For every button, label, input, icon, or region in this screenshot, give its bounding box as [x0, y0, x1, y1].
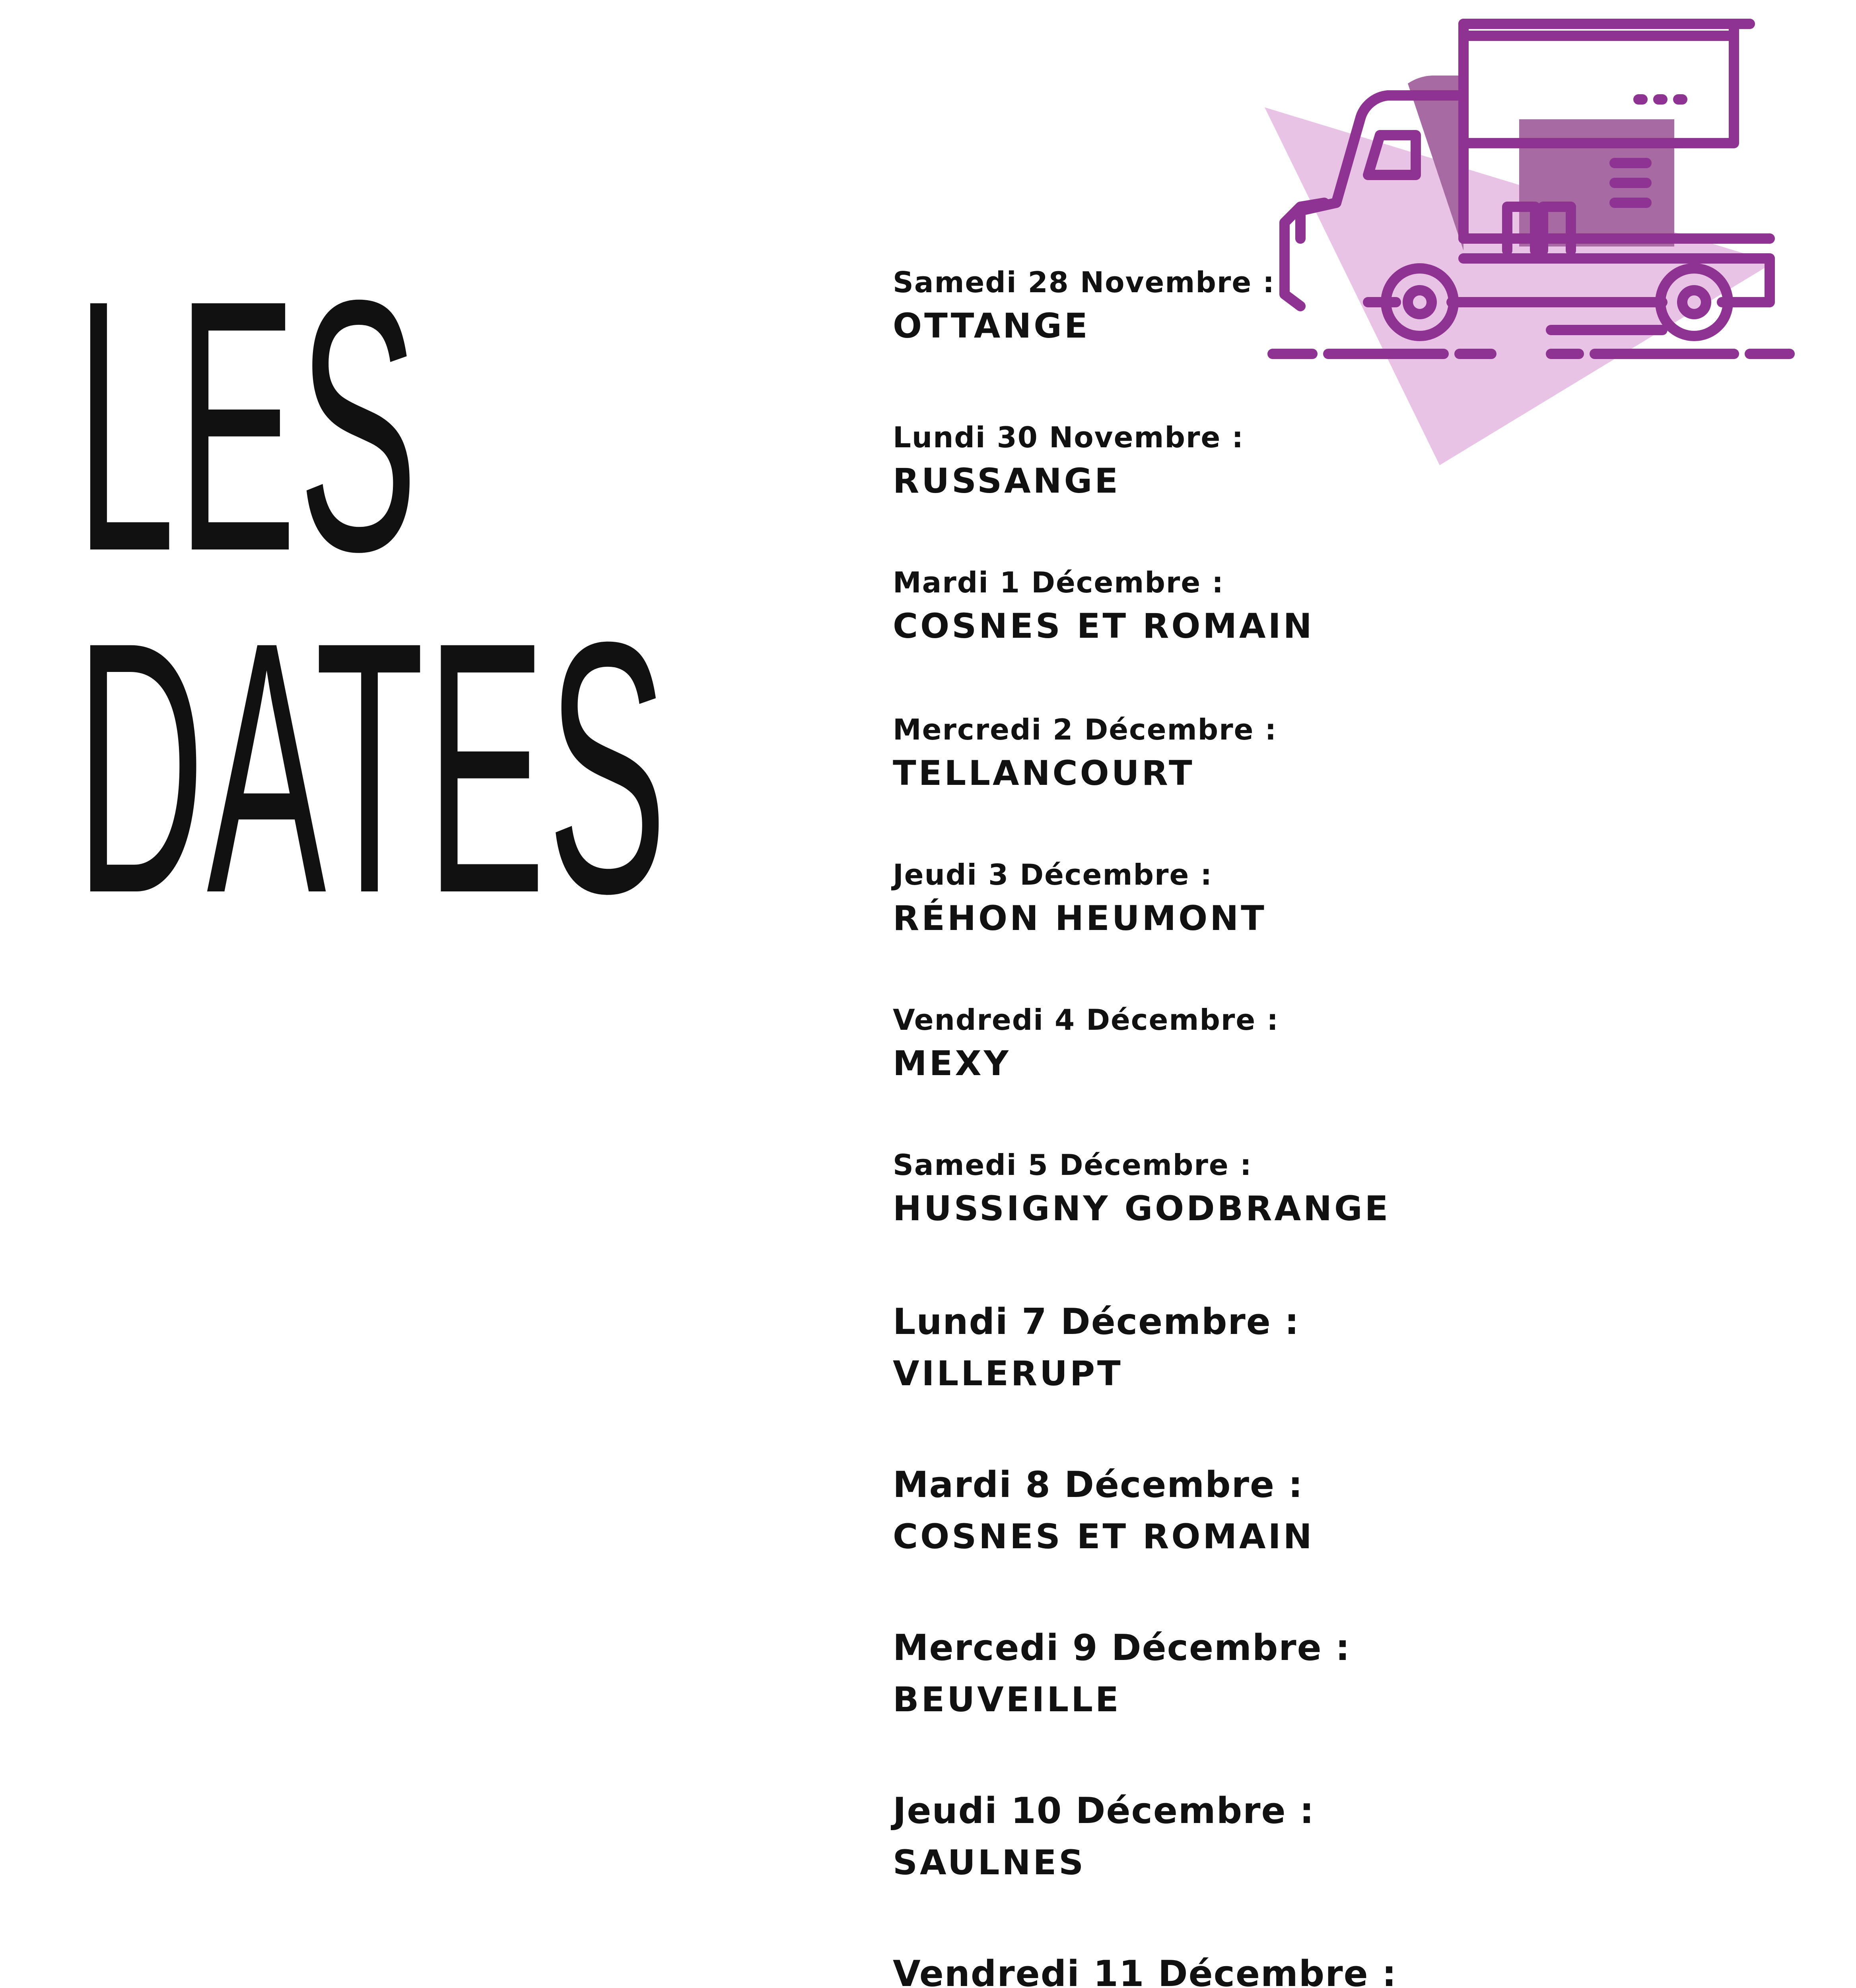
food-truck-icon [1265, 16, 1802, 473]
entry-date: Vendredi 4 Décembre : [893, 1003, 1279, 1037]
schedule-entry [893, 1785, 1315, 1889]
schedule-entry [893, 262, 1275, 350]
schedule-entry [893, 1622, 1351, 1726]
entry-location: TELLANCOURT [893, 753, 1195, 793]
entry-date: Lundi 7 Décembre : [893, 1301, 1300, 1343]
schedule-entry [893, 1948, 1397, 1988]
schedule-entry [893, 1145, 1390, 1233]
entry-date: Jeudi 3 Décembre : [893, 858, 1213, 891]
schedule-entry [893, 417, 1244, 505]
entry-location: COSNES ET ROMAIN [893, 606, 1314, 646]
entry-location: RÉHON HEUMONT [893, 899, 1267, 938]
schedule-entry [893, 855, 1267, 942]
entry-location: SAULNES [893, 1843, 1086, 1883]
schedule-entry [893, 710, 1277, 797]
entry-date: Vendredi 11 Décembre : [893, 1953, 1397, 1988]
title-line-1: LES [76, 225, 420, 625]
entry-location: VILLERUPT [893, 1354, 1123, 1394]
entry-date: Mercredi 2 Décembre : [893, 713, 1277, 746]
entry-location: MEXY [893, 1044, 1011, 1083]
entry-location: BEUVEILLE [893, 1680, 1121, 1720]
schedule-entry [893, 1000, 1279, 1087]
entry-date: Mardi 1 Décembre : [893, 566, 1224, 599]
page-title [76, 225, 669, 967]
title-line-2: DATES [76, 567, 669, 967]
entry-date: Lundi 30 Novembre : [893, 421, 1244, 454]
schedule-entry [893, 1459, 1314, 1563]
entry-date: Samedi 28 Novembre : [893, 266, 1275, 299]
entry-date: Samedi 5 Décembre : [893, 1148, 1252, 1182]
entry-date: Jeudi 10 Décembre : [893, 1790, 1315, 1832]
entry-date: Mercedi 9 Décembre : [893, 1627, 1351, 1669]
entry-location: HUSSIGNY GODBRANGE [893, 1189, 1391, 1229]
entry-location: OTTANGE [893, 306, 1090, 346]
entry-location: RUSSANGE [893, 461, 1120, 501]
schedule-entry [893, 1296, 1300, 1400]
entry-location: COSNES ET ROMAIN [893, 1517, 1314, 1557]
schedule-entry [893, 563, 1314, 650]
entry-date: Mardi 8 Décembre : [893, 1464, 1304, 1506]
